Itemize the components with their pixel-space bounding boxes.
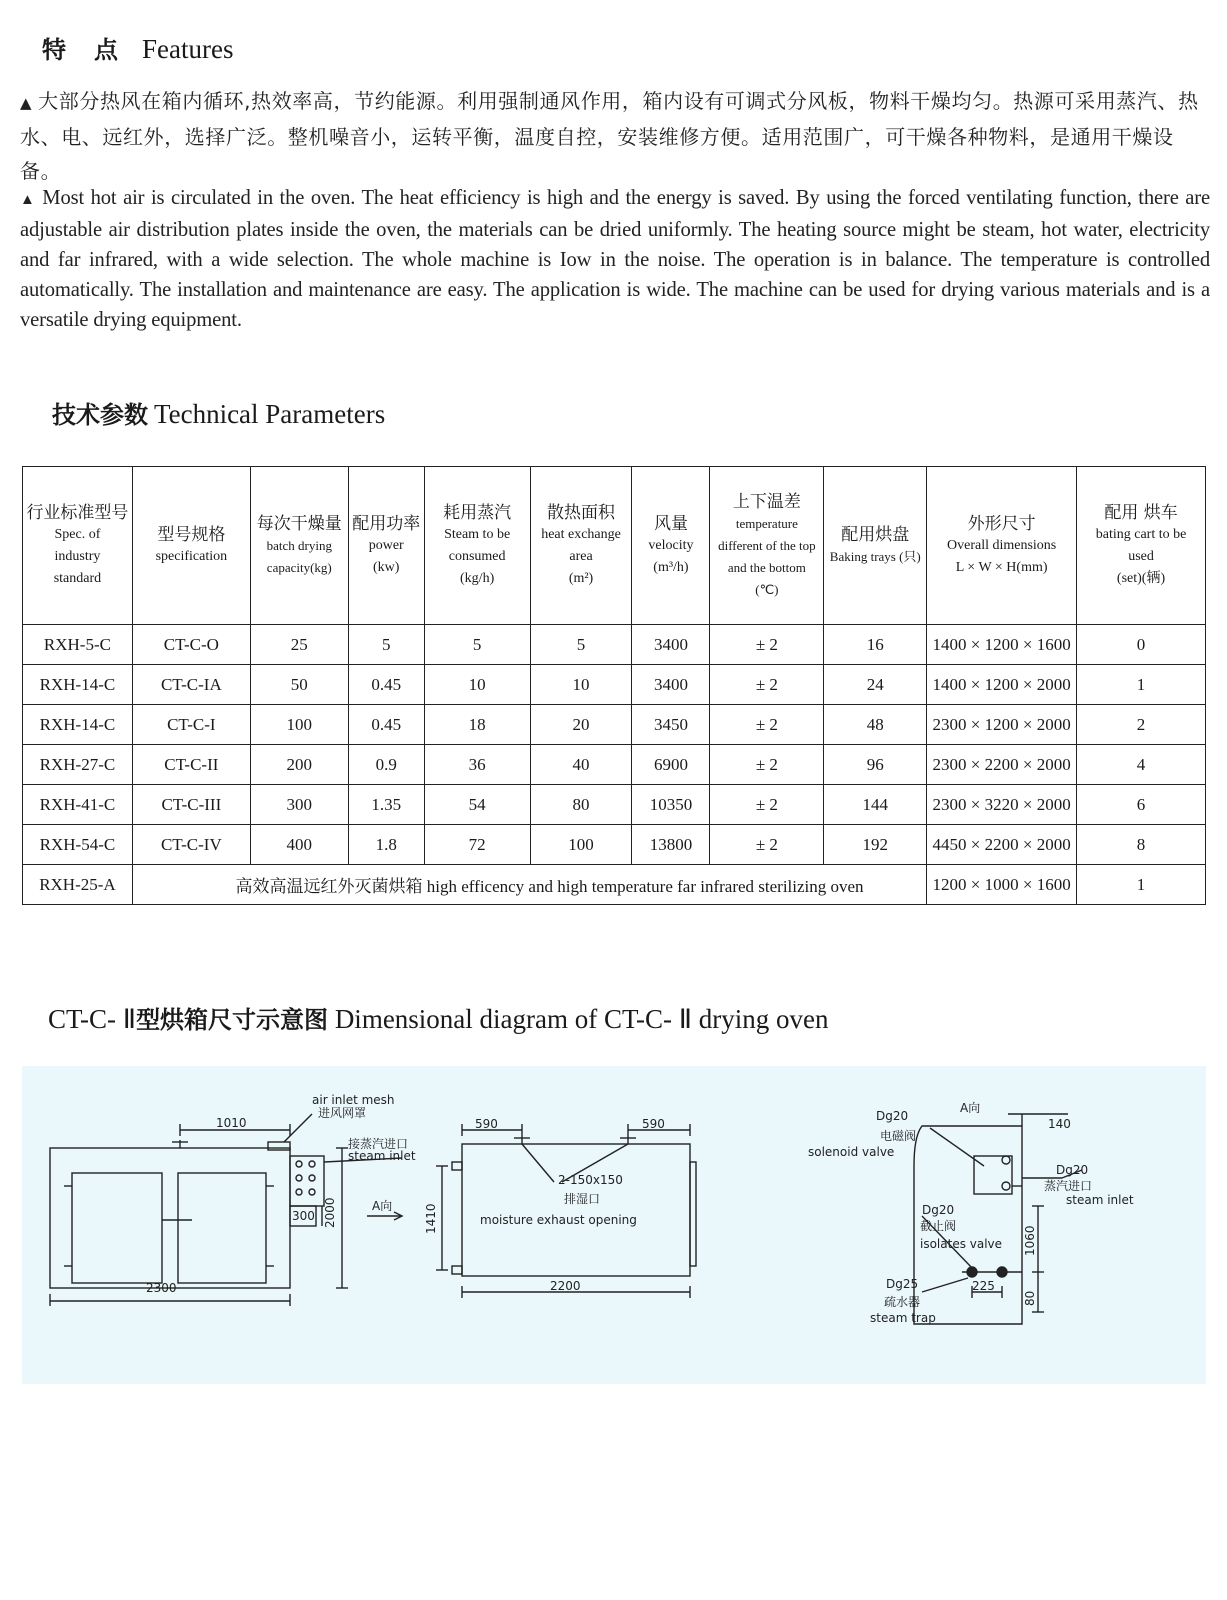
cell-dimensions: 2300 × 3220 × 2000 (927, 785, 1077, 825)
label-dg20-isolate: Dg20 (922, 1203, 955, 1217)
technical-heading-en: Technical Parameters (154, 399, 386, 429)
solenoid-valve-icon (1002, 1156, 1010, 1164)
label-steam-in-en: steam inlet (1066, 1193, 1134, 1207)
cell-capacity: 400 (250, 825, 348, 865)
cell-spec: CT-C-III (132, 785, 250, 825)
cell-steam: 18 (424, 705, 530, 745)
header-overall-dimensions: 外形尺寸 Overall dimensions L × W × H(mm) (927, 467, 1077, 625)
label-steam-inlet-zh: 接蒸汽进口 (348, 1137, 409, 1151)
table-row-sterilizing-oven (23, 865, 1206, 905)
air-inlet-mesh-icon (268, 1142, 290, 1150)
cell-capacity: 100 (250, 705, 348, 745)
header-heat-exchange-area: 散热面积 heat exchange area (m²) (530, 467, 632, 625)
label-dim-2000: 2000 (323, 1197, 337, 1228)
cell-velocity: 13800 (632, 825, 710, 865)
cell-velocity: 6900 (632, 745, 710, 785)
label-dim-1010: 1010 (216, 1116, 247, 1130)
header-temperature-difference: 上下温差 temperature different of the top and the bottom (℃) (710, 467, 824, 625)
cell-trays: 144 (824, 785, 927, 825)
features-heading (42, 30, 233, 65)
cell-description (132, 865, 926, 905)
cell-velocity: 3400 (632, 625, 710, 665)
cell-power: 0.45 (348, 665, 424, 705)
cell-dimensions: 4450 × 2200 × 2000 (927, 825, 1077, 865)
cell-cart: 0 (1077, 625, 1206, 665)
cell-power: 0.45 (348, 705, 424, 745)
cell-trays: 96 (824, 745, 927, 785)
header-baking-trays: 配用烘盘 Baking trays (只) (824, 467, 927, 625)
cell-temp-diff: ± 2 (710, 825, 824, 865)
label-air-inlet-en: air inlet mesh (312, 1093, 395, 1107)
cell-power: 0.9 (348, 745, 424, 785)
front-door-left (72, 1173, 162, 1283)
cell-velocity: 3450 (632, 705, 710, 745)
cell-cart: 1 (1077, 665, 1206, 705)
fan-box-icon (290, 1156, 324, 1206)
cell-steam: 36 (424, 745, 530, 785)
label-moisture-zh: 排湿口 (564, 1192, 601, 1206)
label-dg25: Dg25 (886, 1277, 919, 1291)
table-row (23, 745, 1206, 785)
cell-model: RXH-54-C (23, 825, 133, 865)
cell-model: RXH-14-C (23, 705, 133, 745)
cell-spec: CT-C-IV (132, 825, 250, 865)
cell-trays: 24 (824, 665, 927, 705)
cell-area: 80 (530, 785, 632, 825)
table-row (23, 705, 1206, 745)
table-row (23, 825, 1206, 865)
cell-dimensions: 2300 × 1200 × 2000 (927, 705, 1077, 745)
cell-area: 10 (530, 665, 632, 705)
label-moisture-en: moisture exhaust opening (480, 1213, 637, 1227)
features-heading-zh: 特 点 (42, 36, 120, 64)
label-dim-140: 140 (1048, 1117, 1071, 1131)
cell-steam: 54 (424, 785, 530, 825)
label-trap-en: steam trap (870, 1311, 936, 1325)
table-row (23, 625, 1206, 665)
cell-capacity: 200 (250, 745, 348, 785)
header-baking-cart: 配用 烘车 bating cart to be used (set)(辆) (1077, 467, 1206, 625)
cell-cart: 4 (1077, 745, 1206, 785)
description-zh: 高效高温远红外灭菌烘箱 (235, 877, 423, 897)
cell-dimensions: 2300 × 2200 × 2000 (927, 745, 1077, 785)
bullet-triangle-icon: ▲ (20, 94, 33, 112)
label-direction-a-piping: A向 (960, 1101, 981, 1115)
label-steam-inlet-en: steam inlet (348, 1149, 416, 1163)
cell-dimensions: 1400 × 1200 × 2000 (927, 665, 1077, 705)
header-velocity: 风量 velocity (m³/h) (632, 467, 710, 625)
cell-spec: CT-C-IA (132, 665, 250, 705)
cell-velocity: 10350 (632, 785, 710, 825)
cell-area: 20 (530, 705, 632, 745)
label-trap-zh: 疏水器 (884, 1295, 921, 1309)
table-row (23, 785, 1206, 825)
description-en: high efficency and high temperature far infrared sterilizing oven (426, 877, 864, 896)
cell-area: 100 (530, 825, 632, 865)
bullet-triangle-icon: ▲ (20, 192, 37, 208)
technical-parameters-table (22, 466, 1206, 905)
cell-power: 1.8 (348, 825, 424, 865)
cell-temp-diff: ± 2 (710, 785, 824, 825)
cell-capacity: 300 (250, 785, 348, 825)
label-opening-size: 2-150x150 (558, 1173, 623, 1187)
diagram-heading-prefix: CT-C- Ⅱ (48, 1004, 137, 1034)
cell-model: RXH-27-C (23, 745, 133, 785)
label-isolate-zh: 截止阀 (920, 1219, 957, 1233)
cell-trays: 16 (824, 625, 927, 665)
cell-cart: 6 (1077, 785, 1206, 825)
cell-temp-diff: ± 2 (710, 625, 824, 665)
cell-temp-diff: ± 2 (710, 665, 824, 705)
cell-trays: 48 (824, 705, 927, 745)
cell-power: 5 (348, 625, 424, 665)
cell-model: RXH-14-C (23, 665, 133, 705)
dimensional-diagram (22, 1066, 1206, 1384)
label-dim-590-right: 590 (642, 1117, 665, 1131)
label-dim-225: 225 (972, 1279, 995, 1293)
features-paragraph-en (20, 183, 1210, 335)
label-dg20-steam: Dg20 (1056, 1163, 1089, 1177)
label-dim-80: 80 (1023, 1290, 1037, 1306)
cell-model: RXH-41-C (23, 785, 133, 825)
cell-area: 5 (530, 625, 632, 665)
features-paragraph-zh (20, 84, 1210, 188)
label-steam-in-zh: 蒸汽进口 (1044, 1179, 1093, 1193)
cell-cart: 1 (1077, 865, 1206, 905)
label-dim-1410: 1410 (424, 1203, 438, 1234)
side-view-body (462, 1144, 690, 1276)
label-dim-300: 300 (292, 1209, 315, 1223)
dimensional-diagram-svg (22, 1066, 1206, 1384)
front-view-body (50, 1148, 290, 1288)
cell-trays: 192 (824, 825, 927, 865)
cell-capacity: 25 (250, 625, 348, 665)
cell-cart: 2 (1077, 705, 1206, 745)
header-batch-capacity: 每次干燥量 batch drying capacity(kg) (250, 467, 348, 625)
cell-temp-diff: ± 2 (710, 705, 824, 745)
diagram-heading (48, 1000, 829, 1035)
cell-capacity: 50 (250, 665, 348, 705)
cell-temp-diff: ± 2 (710, 745, 824, 785)
diagram-heading-en: Dimensional diagram of CT-C- Ⅱ drying oven (334, 1004, 829, 1034)
header-industry-standard: 行业标准型号 Spec. of industry standard (23, 467, 133, 625)
diagram-heading-zh: 型烘箱尺寸示意图 (136, 1006, 329, 1034)
label-air-inlet-zh: 进风网罩 (318, 1106, 367, 1120)
cell-spec: CT-C-I (132, 705, 250, 745)
cell-spec: CT-C-O (132, 625, 250, 665)
front-door-right (178, 1173, 266, 1283)
cell-velocity: 3400 (632, 665, 710, 705)
cell-steam: 10 (424, 665, 530, 705)
cell-dimensions: 1200 × 1000 × 1600 (927, 865, 1077, 905)
cell-area: 40 (530, 745, 632, 785)
table-row (23, 665, 1206, 705)
label-solenoid-en: solenoid valve (808, 1145, 895, 1159)
features-text-en: Most hot air is circulated in the oven. The heat efficiency is high and the energy is saved. By using the forced ventilating function, there are adjustable air distribution plates inside the oven, the materials can be dried uniformly. The heating source might be steam, hot water, electricity and far infrared, with a wide selection. The whole machine is Iow in the noise. The operation is in balance. The temperature is controlled automatically. The installation and maintenance are easy. The application is wide. The machine can be used for drying various materials and is a versatile drying equipment. (20, 187, 1210, 331)
table-header-row (23, 467, 1206, 625)
cell-dimensions: 1400 × 1200 × 1600 (927, 625, 1077, 665)
technical-heading-zh: 技术参数 (52, 401, 148, 429)
features-heading-en: Features (142, 34, 234, 64)
features-text-zh: 大部分热风在箱内循环,热效率高，节约能源。利用强制通风作用，箱内设有可调式分风板，物料干燥均匀。热源可采用蒸汽、热水、电、远红外，选择广泛。整机噪音小，运转平衡，温度自控，安装维修方便。适用范围广，可干燥各种物料，是通用干燥设备。 (20, 89, 1199, 183)
cell-steam: 72 (424, 825, 530, 865)
label-dg20-solenoid: Dg20 (876, 1109, 909, 1123)
label-dim-590-left: 590 (475, 1117, 498, 1131)
cell-model: RXH-25-A (23, 865, 133, 905)
label-solenoid-zh: 电磁阀 (880, 1129, 917, 1143)
header-steam-consumed: 耗用蒸汽 Steam to be consumed (kg/h) (424, 467, 530, 625)
label-direction-a: A向 (372, 1199, 393, 1213)
label-isolate-en: isolates valve (920, 1237, 1003, 1251)
cell-power: 1.35 (348, 785, 424, 825)
label-dim-1060: 1060 (1023, 1225, 1037, 1256)
cell-steam: 5 (424, 625, 530, 665)
cell-spec: CT-C-II (132, 745, 250, 785)
header-specification: 型号规格 specification (132, 467, 250, 625)
header-power: 配用功率 power (kw) (348, 467, 424, 625)
cell-model: RXH-5-C (23, 625, 133, 665)
label-dim-2200: 2200 (550, 1279, 581, 1293)
cell-cart: 8 (1077, 825, 1206, 865)
label-dim-2300: 2300 (146, 1281, 177, 1295)
technical-heading (52, 395, 385, 430)
